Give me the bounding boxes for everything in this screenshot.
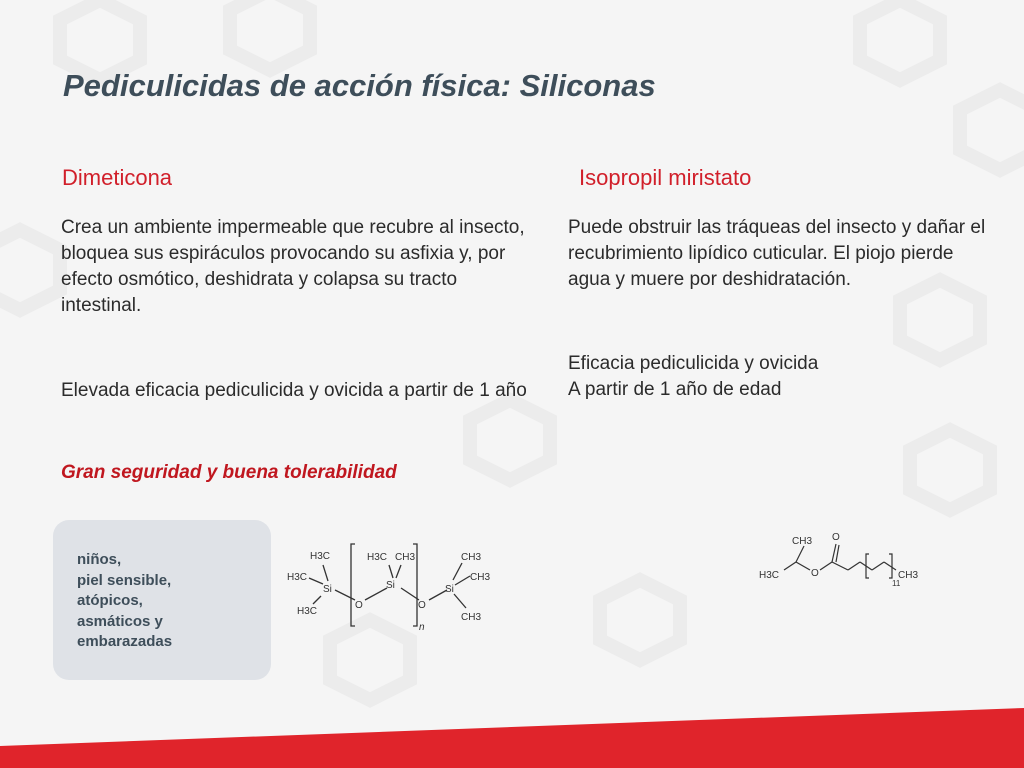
silicon-label: Si — [386, 580, 395, 591]
population-item: atópicos, — [77, 592, 143, 609]
methyl-label: CH3 — [792, 536, 813, 547]
population-item: niños, — [77, 551, 122, 568]
methyl-label: H3C — [759, 570, 780, 581]
methyl-label: H3C — [297, 606, 318, 617]
population-item: asmáticos y — [77, 612, 163, 630]
oxygen-label: O — [811, 568, 819, 579]
methyl-label: CH3 — [461, 612, 482, 623]
silicon-label: Si — [323, 584, 332, 595]
oxygen-label: O — [832, 532, 840, 543]
methyl-label: H3C — [367, 552, 388, 563]
miristato-efficacy-line2: A partir de 1 año de edad — [568, 379, 782, 400]
methyl-label: CH3 — [395, 552, 416, 563]
methyl-label: H3C — [287, 572, 308, 583]
population-list — [77, 550, 172, 653]
red-footer-bar — [0, 690, 1024, 768]
dimeticona-safety-highlight: Gran seguridad y buena tolerabilidad — [61, 462, 397, 483]
repeat-subscript: 11 — [892, 579, 901, 588]
silicon-label: Si — [445, 584, 454, 595]
methyl-label: CH3 — [898, 570, 919, 581]
dimeticona-heading: Dimeticona — [62, 165, 173, 190]
isopropil-miristato-heading: Isopropil miristato — [579, 165, 752, 190]
oxygen-label: O — [355, 600, 363, 611]
miristato-efficacy-text — [568, 351, 998, 403]
repeat-subscript: n — [419, 622, 425, 633]
miristato-mechanism-text: Puede obstruir las tráqueas del insecto y dañar el recubrimiento lipídico cuticular. El piojo pierde agua y muere por deshidratación. — [568, 217, 986, 290]
population-item: piel sensible, — [77, 571, 172, 589]
isopropil-miristato-structure — [756, 530, 931, 590]
dimeticona-structure — [283, 538, 498, 638]
dimeticona-efficacy-text: Elevada eficacia pediculicida y ovicida a partir de 1 año — [61, 380, 527, 401]
methyl-label: CH3 — [461, 552, 482, 563]
methyl-label: CH3 — [470, 572, 491, 583]
population-box — [53, 520, 271, 680]
dimeticona-mechanism-text: Crea un ambiente impermeable que recubre al insecto, bloquea sus espiráculos provocando su asfixia y, por efecto osmótico, deshidrata y colapsa su tracto intestinal. — [61, 217, 525, 316]
oxygen-label: O — [418, 600, 426, 611]
slide-title: Pediculicidas de acción física: Siliconas — [63, 68, 656, 103]
miristato-efficacy-line1: Eficacia pediculicida y ovicida — [568, 353, 819, 374]
methyl-label: H3C — [310, 551, 331, 562]
population-item: embarazadas — [77, 633, 173, 650]
